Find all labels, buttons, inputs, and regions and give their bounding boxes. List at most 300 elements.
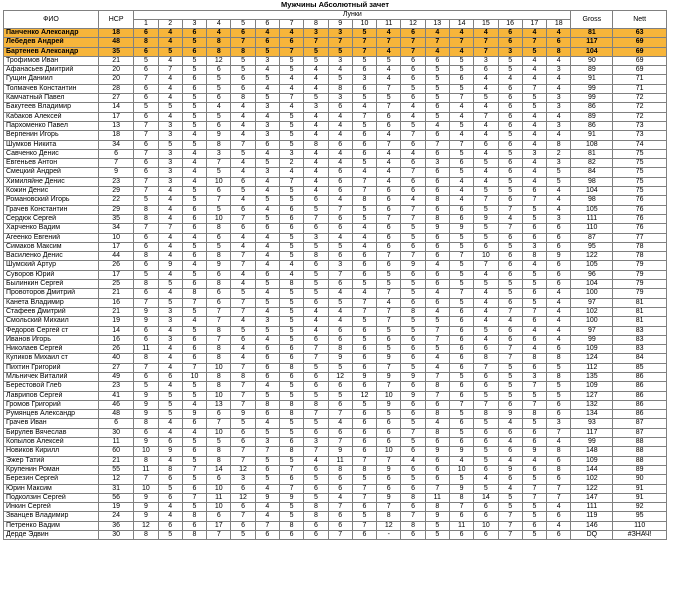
hole-score-cell: 7 xyxy=(449,38,473,47)
hole-score-cell: 6 xyxy=(474,66,498,75)
hole-score-cell: 4 xyxy=(255,512,279,521)
hole-score-cell: 4 xyxy=(522,456,546,465)
hole-score-cell: 3 xyxy=(158,131,182,140)
hole-score-cell: 6 xyxy=(134,47,158,56)
hole-score-cell: 7 xyxy=(134,475,158,484)
hcp-cell: 29 xyxy=(98,187,133,196)
nett-cell: 85 xyxy=(613,363,667,372)
hole-score-cell: 6 xyxy=(474,372,498,381)
gross-cell: 86 xyxy=(571,103,613,112)
hole-score-cell: 5 xyxy=(231,149,255,158)
hole-score-cell: 4 xyxy=(498,317,522,326)
hole-score-cell: 4 xyxy=(328,196,352,205)
nett-cell: 79 xyxy=(613,280,667,289)
hole-score-cell: 4 xyxy=(498,438,522,447)
hole-score-cell: 6 xyxy=(498,475,522,484)
hcp-cell: 29 xyxy=(98,205,133,214)
hole-score-cell: 5 xyxy=(279,307,303,316)
hole-score-cell: 4 xyxy=(425,29,449,38)
hole-score-cell: 4 xyxy=(279,29,303,38)
hole-score-cell: 9 xyxy=(352,372,376,381)
nett-cell: 76 xyxy=(613,214,667,223)
gross-cell: 109 xyxy=(571,382,613,391)
hole-score-cell: 10 xyxy=(182,372,206,381)
hole-score-cell: 6 xyxy=(401,382,425,391)
hole-score-cell: 4 xyxy=(328,233,352,242)
hole-score-cell: 5 xyxy=(328,75,352,84)
hole-score-cell: 7 xyxy=(182,465,206,474)
hole-score-cell: 6 xyxy=(352,410,376,419)
hole-score-cell: 6 xyxy=(134,372,158,381)
hole-score-cell: 8 xyxy=(547,447,571,456)
hole-score-cell: 5 xyxy=(498,149,522,158)
hole-score-cell: 3 xyxy=(522,242,546,251)
hole-score-cell: 6 xyxy=(498,38,522,47)
hole-score-cell: 6 xyxy=(425,298,449,307)
hole-score-cell: 7 xyxy=(498,205,522,214)
hole-score-cell: 6 xyxy=(401,503,425,512)
hole-score-cell: 7 xyxy=(522,400,546,409)
hole-score-cell: 5 xyxy=(231,66,255,75)
hole-score-cell: 10 xyxy=(207,177,231,186)
hole-score-cell: 4 xyxy=(304,66,328,75)
hole-score-cell: 6 xyxy=(474,512,498,521)
hole-score-cell: 3 xyxy=(158,177,182,186)
hole-score-cell: 6 xyxy=(231,29,255,38)
nett-cell: 110 xyxy=(613,521,667,530)
hole-score-cell: 5 xyxy=(304,205,328,214)
hole-score-cell: 5 xyxy=(474,159,498,168)
hole-score-cell: 3 xyxy=(255,121,279,130)
hole-score-cell: 6 xyxy=(474,503,498,512)
hcp-cell: 17 xyxy=(98,270,133,279)
hole-score-cell: 6 xyxy=(304,531,328,540)
hole-score-cell: 4 xyxy=(401,103,425,112)
player-name-cell: Василенко Денис xyxy=(4,252,99,261)
hole-score-cell: 7 xyxy=(474,112,498,121)
hole-score-cell: 5 xyxy=(352,29,376,38)
hole-score-cell: 3 xyxy=(547,159,571,168)
hole-score-cell: 6 xyxy=(255,38,279,47)
hcp-cell: 21 xyxy=(98,307,133,316)
nett-cell: 90 xyxy=(613,475,667,484)
hole-score-cell: 6 xyxy=(328,177,352,186)
hole-score-cell: 3 xyxy=(158,168,182,177)
hole-score-cell: 4 xyxy=(522,121,546,130)
table-row xyxy=(4,354,667,363)
hole-score-cell: 5 xyxy=(522,280,546,289)
hole-score-cell: 5 xyxy=(279,326,303,335)
hole-score-cell: 7 xyxy=(522,84,546,93)
hcp-cell: 30 xyxy=(98,428,133,437)
hole-score-cell: 6 xyxy=(401,447,425,456)
hole-score-cell: 6 xyxy=(328,168,352,177)
hole-score-cell: 9 xyxy=(207,131,231,140)
nett-cell: 71 xyxy=(613,84,667,93)
hole-score-cell: 6 xyxy=(255,531,279,540)
hole-score-cell: 5 xyxy=(255,75,279,84)
hole-score-cell: 12 xyxy=(377,521,401,530)
hole-score-cell: 5 xyxy=(401,317,425,326)
hole-score-cell: 6 xyxy=(498,103,522,112)
header-hole-13: 13 xyxy=(425,20,449,29)
player-name-cell: Провоторов Дмитрий xyxy=(4,289,99,298)
hole-score-cell: 6 xyxy=(134,94,158,103)
hole-score-cell: 4 xyxy=(182,177,206,186)
hole-score-cell: 5 xyxy=(182,56,206,65)
hole-score-cell: 7 xyxy=(352,307,376,316)
hole-score-cell: 5 xyxy=(231,419,255,428)
hole-score-cell: 4 xyxy=(474,335,498,344)
hole-score-cell: 4 xyxy=(522,168,546,177)
hole-score-cell: 4 xyxy=(255,261,279,270)
hole-score-cell: 7 xyxy=(207,307,231,316)
hole-score-cell: 8 xyxy=(207,38,231,47)
hole-score-cell: 6 xyxy=(279,38,303,47)
table-row xyxy=(4,131,667,140)
hole-score-cell: 3 xyxy=(352,75,376,84)
gross-cell: 110 xyxy=(571,224,613,233)
hole-score-cell: 4 xyxy=(352,242,376,251)
hole-score-cell: 6 xyxy=(182,252,206,261)
hole-score-cell: 4 xyxy=(304,307,328,316)
hole-score-cell: 4 xyxy=(158,428,182,437)
player-name-cell: Эжер Татий xyxy=(4,456,99,465)
hole-score-cell: 7 xyxy=(279,484,303,493)
hole-score-cell: 8 xyxy=(134,531,158,540)
hole-score-cell: 5 xyxy=(449,149,473,158)
gross-cell: 104 xyxy=(571,47,613,56)
hole-score-cell: 7 xyxy=(425,38,449,47)
hole-score-cell: 7 xyxy=(352,112,376,121)
hole-score-cell: 6 xyxy=(377,112,401,121)
hole-score-cell: 5 xyxy=(279,233,303,242)
header-hole-12: 12 xyxy=(401,20,425,29)
hcp-cell: 21 xyxy=(98,289,133,298)
hole-score-cell: 4 xyxy=(474,307,498,316)
table-row xyxy=(4,521,667,530)
table-row xyxy=(4,363,667,372)
table-row xyxy=(4,224,667,233)
hole-score-cell: 7 xyxy=(352,521,376,530)
hole-score-cell: 7 xyxy=(352,38,376,47)
hole-score-cell: 6 xyxy=(182,75,206,84)
hcp-cell: 25 xyxy=(98,280,133,289)
hole-score-cell: 3 xyxy=(231,475,255,484)
hole-score-cell: 4 xyxy=(328,307,352,316)
hole-score-cell: 3 xyxy=(328,56,352,65)
hole-score-cell: 4 xyxy=(522,56,546,65)
hole-score-cell: 5 xyxy=(255,456,279,465)
hole-score-cell: 5 xyxy=(474,94,498,103)
hole-score-cell: 5 xyxy=(401,233,425,242)
hole-score-cell: 6 xyxy=(547,261,571,270)
hole-score-cell: 7 xyxy=(377,289,401,298)
hole-score-cell: 7 xyxy=(522,307,546,316)
hole-score-cell: 7 xyxy=(328,38,352,47)
table-row xyxy=(4,149,667,158)
player-name-cell: Сердюк Сергей xyxy=(4,214,99,223)
hole-score-cell: 6 xyxy=(231,503,255,512)
hole-score-cell: 6 xyxy=(352,354,376,363)
gross-cell: 102 xyxy=(571,475,613,484)
hole-score-cell: 6 xyxy=(255,354,279,363)
hole-score-cell: 4 xyxy=(474,475,498,484)
hole-score-cell: 7 xyxy=(182,298,206,307)
hole-score-cell: 6 xyxy=(182,447,206,456)
hole-score-cell: 9 xyxy=(498,410,522,419)
hole-score-cell: 8 xyxy=(474,354,498,363)
table-row xyxy=(4,84,667,93)
hcp-cell: 34 xyxy=(98,140,133,149)
player-name-cell: Петренко Вадим xyxy=(4,521,99,530)
hole-score-cell: 6 xyxy=(352,84,376,93)
hole-score-cell: 6 xyxy=(182,354,206,363)
hole-score-cell: 6 xyxy=(207,233,231,242)
hole-score-cell: 6 xyxy=(498,326,522,335)
hole-score-cell: 4 xyxy=(328,112,352,121)
hole-score-cell: 6 xyxy=(425,456,449,465)
hole-score-cell: 5 xyxy=(352,159,376,168)
hole-score-cell: 5 xyxy=(449,410,473,419)
hole-score-cell: 4 xyxy=(547,438,571,447)
hole-score-cell: 6 xyxy=(498,112,522,121)
hole-score-cell: 5 xyxy=(522,270,546,279)
gross-cell: 144 xyxy=(571,465,613,474)
hole-score-cell: 5 xyxy=(547,391,571,400)
player-name-cell: Бакутеев Владимир xyxy=(4,103,99,112)
hole-score-cell: 4 xyxy=(547,187,571,196)
hole-score-cell: 13 xyxy=(207,400,231,409)
hole-score-cell: 5 xyxy=(182,112,206,121)
hole-score-cell: 7 xyxy=(401,168,425,177)
hole-score-cell: 7 xyxy=(134,121,158,130)
hole-score-cell: 11 xyxy=(449,521,473,530)
hole-score-cell: 4 xyxy=(352,168,376,177)
hole-score-cell: 6 xyxy=(231,521,255,530)
hole-score-cell: 5 xyxy=(304,419,328,428)
hole-score-cell: 7 xyxy=(425,484,449,493)
hole-score-cell: 6 xyxy=(231,84,255,93)
hole-score-cell: 5 xyxy=(547,177,571,186)
hole-score-cell: 3 xyxy=(158,121,182,130)
hole-score-cell: 5 xyxy=(207,75,231,84)
hole-score-cell: 9 xyxy=(401,391,425,400)
hole-score-cell: 4 xyxy=(522,131,546,140)
hole-score-cell: 7 xyxy=(255,447,279,456)
hole-score-cell: 6 xyxy=(182,214,206,223)
hole-score-cell: 6 xyxy=(498,335,522,344)
hole-score-cell: 6 xyxy=(377,335,401,344)
player-name-cell: Пихтин Григорий xyxy=(4,363,99,372)
hole-score-cell: 5 xyxy=(279,289,303,298)
hole-score-cell: 7 xyxy=(425,335,449,344)
hole-score-cell: 8 xyxy=(547,465,571,474)
player-name-cell: Бирулев Вячеслав xyxy=(4,428,99,437)
hole-score-cell: 3 xyxy=(522,149,546,158)
hole-score-cell: 6 xyxy=(352,66,376,75)
table-row xyxy=(4,168,667,177)
hole-score-cell: 6 xyxy=(449,214,473,223)
hole-score-cell: 11 xyxy=(328,456,352,465)
player-name-cell: Федоров Сергей ст xyxy=(4,326,99,335)
hole-score-cell: 6 xyxy=(158,372,182,381)
hole-score-cell: 4 xyxy=(231,196,255,205)
hole-score-cell: 6 xyxy=(328,521,352,530)
hcp-cell: 18 xyxy=(98,131,133,140)
hcp-cell: 19 xyxy=(98,503,133,512)
hole-score-cell: 4 xyxy=(255,382,279,391)
hole-score-cell: 4 xyxy=(255,233,279,242)
player-name-cell: Афанасьев Дмитрий xyxy=(4,66,99,75)
hole-score-cell: 3 xyxy=(547,419,571,428)
hole-score-cell: 6 xyxy=(352,131,376,140)
player-name-cell: Лаврипов Сергей xyxy=(4,391,99,400)
hole-score-cell: 7 xyxy=(158,66,182,75)
hole-score-cell: 4 xyxy=(158,363,182,372)
nett-cell: 79 xyxy=(613,289,667,298)
hole-score-cell: 3 xyxy=(547,121,571,130)
header-hole-4: 4 xyxy=(207,20,231,29)
hole-score-cell: 8 xyxy=(425,410,449,419)
gross-cell: 95 xyxy=(571,242,613,251)
hole-score-cell: 4 xyxy=(158,326,182,335)
hole-score-cell: 6 xyxy=(207,187,231,196)
hole-score-cell: 6 xyxy=(328,140,352,149)
hole-score-cell: 11 xyxy=(425,493,449,502)
hole-score-cell: 7 xyxy=(231,456,255,465)
table-row xyxy=(4,456,667,465)
nett-cell: 86 xyxy=(613,382,667,391)
table-row xyxy=(4,103,667,112)
hole-score-cell: 4 xyxy=(158,56,182,65)
hole-score-cell: 6 xyxy=(134,66,158,75)
hole-score-cell: 4 xyxy=(182,233,206,242)
header-gross: Gross xyxy=(571,11,613,29)
hole-score-cell: 4 xyxy=(158,38,182,47)
hole-score-cell: 3 xyxy=(304,103,328,112)
hole-score-cell: 5 xyxy=(352,214,376,223)
hole-score-cell: 6 xyxy=(134,233,158,242)
hole-score-cell: 6 xyxy=(328,382,352,391)
nett-cell: 69 xyxy=(613,66,667,75)
hole-score-cell: 6 xyxy=(279,354,303,363)
player-name-cell: Евгеньев Антон xyxy=(4,159,99,168)
hole-score-cell: 5 xyxy=(182,242,206,251)
hole-score-cell: 6 xyxy=(279,531,303,540)
hcp-cell: 20 xyxy=(98,66,133,75)
hole-score-cell: 7 xyxy=(134,298,158,307)
hole-score-cell: 7 xyxy=(134,131,158,140)
hole-score-cell: 7 xyxy=(328,205,352,214)
hole-score-cell: 6 xyxy=(352,503,376,512)
hole-score-cell: 5 xyxy=(182,38,206,47)
hole-score-cell: 7 xyxy=(255,521,279,530)
hole-score-cell: 6 xyxy=(134,159,158,168)
player-name-cell: Громов Григорий xyxy=(4,400,99,409)
hole-score-cell: 6 xyxy=(522,289,546,298)
hcp-cell: 11 xyxy=(98,438,133,447)
hole-score-cell: 5 xyxy=(231,531,255,540)
hole-score-cell: 4 xyxy=(425,121,449,130)
hole-score-cell: 5 xyxy=(352,205,376,214)
hole-score-cell: 6 xyxy=(304,335,328,344)
hole-score-cell: 6 xyxy=(328,475,352,484)
hole-score-cell: 4 xyxy=(255,66,279,75)
hole-score-cell: 3 xyxy=(498,47,522,56)
hole-score-cell: 9 xyxy=(134,512,158,521)
hole-score-cell: 7 xyxy=(231,400,255,409)
hole-score-cell: 3 xyxy=(304,29,328,38)
hole-score-cell: 5 xyxy=(449,270,473,279)
hcp-cell: 14 xyxy=(98,103,133,112)
hole-score-cell: 4 xyxy=(182,428,206,437)
hole-score-cell: 6 xyxy=(498,84,522,93)
hole-score-cell: 6 xyxy=(158,475,182,484)
hole-score-cell: 4 xyxy=(255,177,279,186)
player-name-cell: Харченко Вадим xyxy=(4,224,99,233)
nett-cell: 72 xyxy=(613,112,667,121)
table-row xyxy=(4,177,667,186)
hole-score-cell: 4 xyxy=(255,149,279,158)
hole-score-cell: 6 xyxy=(377,438,401,447)
hole-score-cell: 6 xyxy=(207,475,231,484)
hole-score-cell: 8 xyxy=(304,140,328,149)
table-title: Мужчины Абсолютный зачет xyxy=(280,0,390,9)
hole-score-cell: 4 xyxy=(255,335,279,344)
score-body xyxy=(4,29,667,540)
hcp-cell: 49 xyxy=(98,372,133,381)
player-name-cell: Подколзин Сергей xyxy=(4,493,99,502)
gross-cell: 87 xyxy=(571,233,613,242)
hole-score-cell: 5 xyxy=(474,456,498,465)
hole-score-cell: 7 xyxy=(328,531,352,540)
hole-score-cell: 6 xyxy=(474,382,498,391)
hole-score-cell: 5 xyxy=(182,326,206,335)
hole-score-cell: 6 xyxy=(401,298,425,307)
hole-score-cell: 8 xyxy=(207,224,231,233)
hole-score-cell: 4 xyxy=(158,233,182,242)
hole-score-cell: 8 xyxy=(158,465,182,474)
hole-score-cell: 8 xyxy=(134,280,158,289)
hole-score-cell: 4 xyxy=(255,187,279,196)
hole-score-cell: 4 xyxy=(255,252,279,261)
hole-score-cell: 9 xyxy=(134,493,158,502)
player-name-cell: Романовский Игорь xyxy=(4,196,99,205)
hole-score-cell: 4 xyxy=(158,75,182,84)
hole-score-cell: 9 xyxy=(377,400,401,409)
header-hole-18: 18 xyxy=(547,20,571,29)
hole-score-cell: 6 xyxy=(498,252,522,261)
nett-cell: 95 xyxy=(613,512,667,521)
hcp-cell: 17 xyxy=(98,242,133,251)
hcp-cell: 19 xyxy=(98,317,133,326)
hole-score-cell: 4 xyxy=(231,112,255,121)
gross-cell: 109 xyxy=(571,345,613,354)
hole-score-cell: 4 xyxy=(547,307,571,316)
hole-score-cell: 6 xyxy=(474,242,498,251)
hole-score-cell: 4 xyxy=(547,29,571,38)
hole-score-cell: 5 xyxy=(498,66,522,75)
hole-score-cell: 6 xyxy=(182,335,206,344)
hole-score-cell: 6 xyxy=(352,447,376,456)
hole-score-cell: 8 xyxy=(231,94,255,103)
hole-score-cell: 5 xyxy=(328,298,352,307)
hole-score-cell: 4 xyxy=(231,103,255,112)
player-name-cell: Камчатный Павел xyxy=(4,94,99,103)
hole-score-cell: 6 xyxy=(352,419,376,428)
table-header xyxy=(4,0,667,29)
